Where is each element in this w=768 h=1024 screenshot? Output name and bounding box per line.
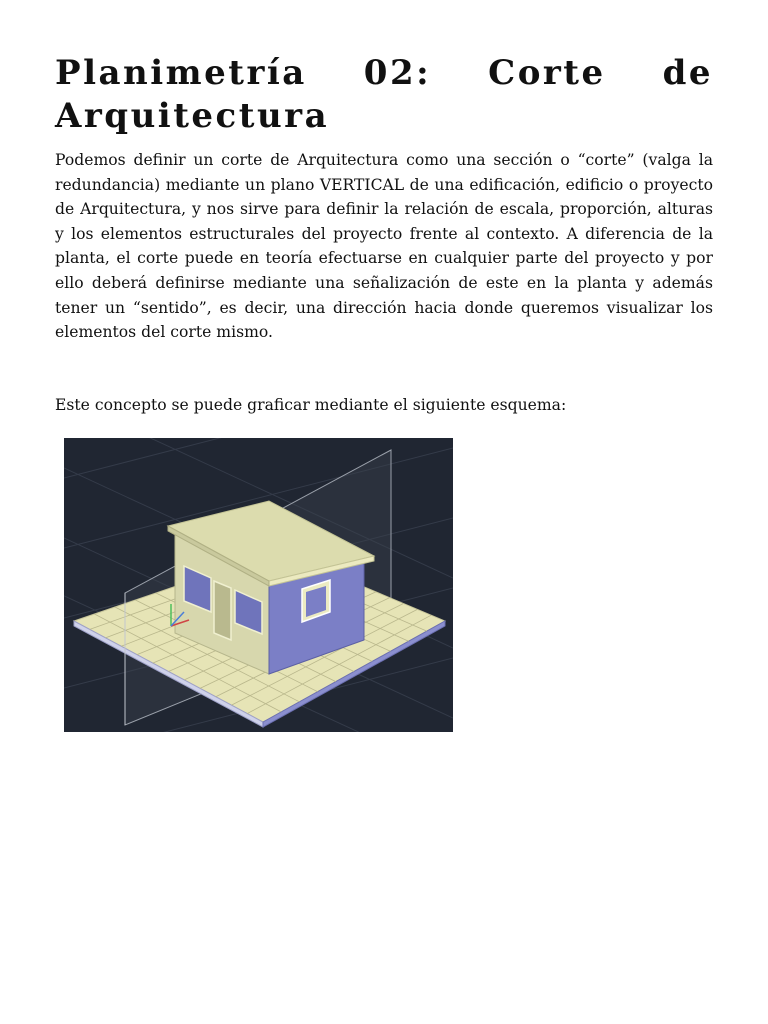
scheme-caption: Este concepto se puede graficar mediante el siguiente esquema: (55, 396, 567, 414)
article (55, 52, 713, 414)
door-opening (214, 581, 231, 640)
intro-paragraph: Podemos definir un corte de Arquitectura como una sección o “corte” (valga la redundancia) mediante un plano VERTICAL de una edificación, edificio o proyecto de Arquitectura, y nos sirve para definir la relación de escala, proporción, alturas y los elementos estructurales del proyecto frente al contexto. A diferencia de la planta, el corte puede en teoría efectuarse en cualquier parte del proyecto y por ello deberá definirse mediante una señalización de este en la planta y además tener un “sentido”, es decir, una dirección hacia donde queremos visualizar los elementos del corte mismo. (55, 151, 713, 342)
page-title: Planimetría 02: Corte de Arquitectura (55, 53, 713, 136)
section-scheme-illustration (64, 438, 453, 732)
section-scheme-figure (64, 438, 453, 732)
